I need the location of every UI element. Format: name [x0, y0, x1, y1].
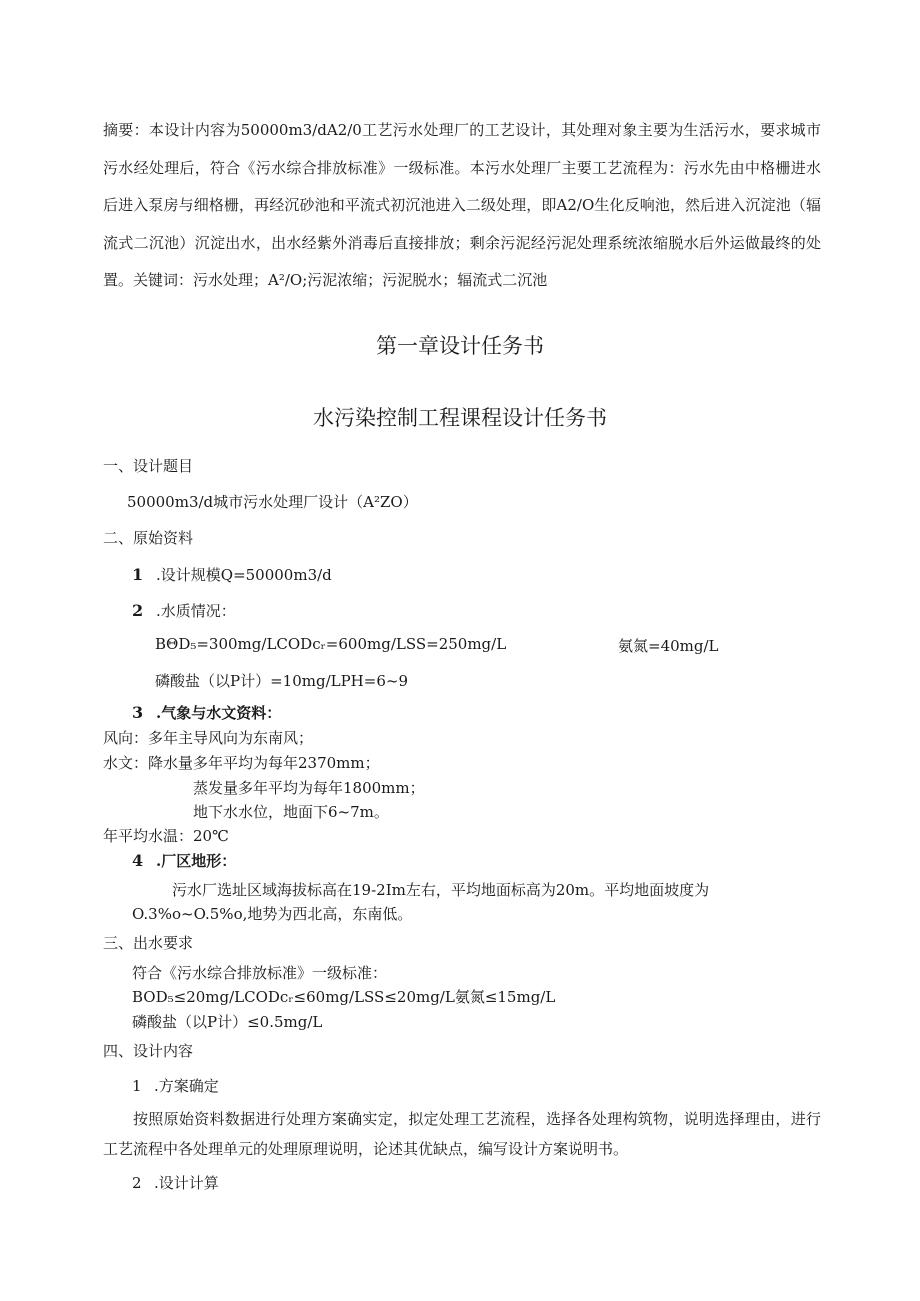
list-item-water-quality — [132, 600, 236, 621]
item-number: 4 — [132, 851, 144, 870]
effluent-limits-line-1: BOD₅≤20mg/LCODcᵣ≤60mg/LSS≤20mg/L氨氮≤15mg/L — [132, 988, 556, 1006]
water-quality-ammonia: 氨氮=40mg/L — [618, 637, 719, 655]
list-item-terrain — [132, 850, 236, 871]
item-text: .设计计算 — [154, 1174, 219, 1192]
document-title: 水污染控制工程课程设计任务书 — [313, 406, 607, 430]
item-number: 3 — [132, 703, 144, 722]
effluent-limits-line-2: 磷酸盐（以P计）≤0.5mg/L — [132, 1013, 323, 1031]
terrain-line-1: 污水厂选址区域海拔标高在19-2Im左右，平均地面标高为20m。平均地面坡度为 — [172, 881, 710, 899]
water-quality-line-2: 磷酸盐（以P计）=10mg/LPH=6~9 — [155, 672, 408, 690]
design-topic-text: 50000m3/d城市污水处理厂设计（A²ZO） — [127, 493, 418, 511]
item-number: 2 — [132, 1174, 142, 1192]
section-heading-raw-data: 二、原始资料 — [103, 529, 194, 547]
item-text: .厂区地形： — [156, 852, 237, 870]
terrain-line-2: O.3%o~O.5%o,地势为西北高，东南低。 — [132, 905, 413, 923]
scheme-description-paragraph: 按照原始资料数据进行处理方案确实定，拟定处理工艺流程，选择各处理构筑物，说明选择理由，进行工艺流程中各处理单元的处理原理说明，论述其优缺点，编写设计方案说明书。 — [103, 1110, 821, 1158]
section-heading-effluent: 三、出水要求 — [103, 934, 194, 952]
abstract-paragraph: 摘要：本设计内容为50000m3/dA2/0工艺污水处理厂的工艺设计，其处理对象主要为生活污水，要求城市污水经处理后，符合《污水综合排放标准》一级标准。本污水处理厂主要工艺流程为：污水先由中格栅进水后进入泵房与细格栅，再经沉砂池和平流式初沉池进入二级处理，即A2/O生化反响池，然后进入沉淀池（辐流式二沉池）沉淀出水，出水经紫外消毒后直接排放；剩余污泥经污泥处理系统浓缩脱水后外运做最终的处置。关键词：污水处理；A²/O;污泥浓缩；污泥脱水；辐流式二沉池 — [103, 121, 821, 289]
hydrology-evaporation: 蒸发量多年平均为每年1800mm； — [193, 779, 425, 797]
item-number: 1 — [132, 565, 144, 584]
hydrology-rainfall: 水文：降水量多年平均为每年2370mm； — [103, 754, 380, 772]
item-number: 1 — [132, 1077, 142, 1095]
item-number: 2 — [132, 601, 144, 620]
chapter-title: 第一章设计任务书 — [376, 334, 544, 358]
list-item-scheme — [132, 1075, 219, 1096]
effluent-standard: 符合《污水综合排放标准》一级标准： — [132, 964, 388, 982]
wind-direction: 风向：多年主导风向为东南风； — [103, 729, 314, 747]
item-text: .方案确定 — [154, 1077, 219, 1095]
item-text: .气象与水文资料： — [156, 704, 282, 722]
hydrology-groundwater: 地下水水位，地面下6~7m。 — [193, 803, 389, 821]
item-text: .水质情况： — [156, 602, 236, 620]
section-heading-design-content: 四、设计内容 — [103, 1042, 194, 1060]
list-item-design-calculation — [132, 1172, 219, 1193]
section-heading-design-topic: 一、设计题目 — [103, 457, 194, 475]
water-quality-line-1: BΘD₅=300mg/LCODcᵣ=600mg/LSS=250mg/L — [155, 635, 507, 653]
list-item-design-scale — [132, 564, 332, 585]
water-temperature: 年平均水温：20℃ — [103, 827, 229, 845]
list-item-climate-hydrology — [132, 702, 281, 723]
item-text: .设计规模Q=50000m3/d — [156, 566, 332, 584]
